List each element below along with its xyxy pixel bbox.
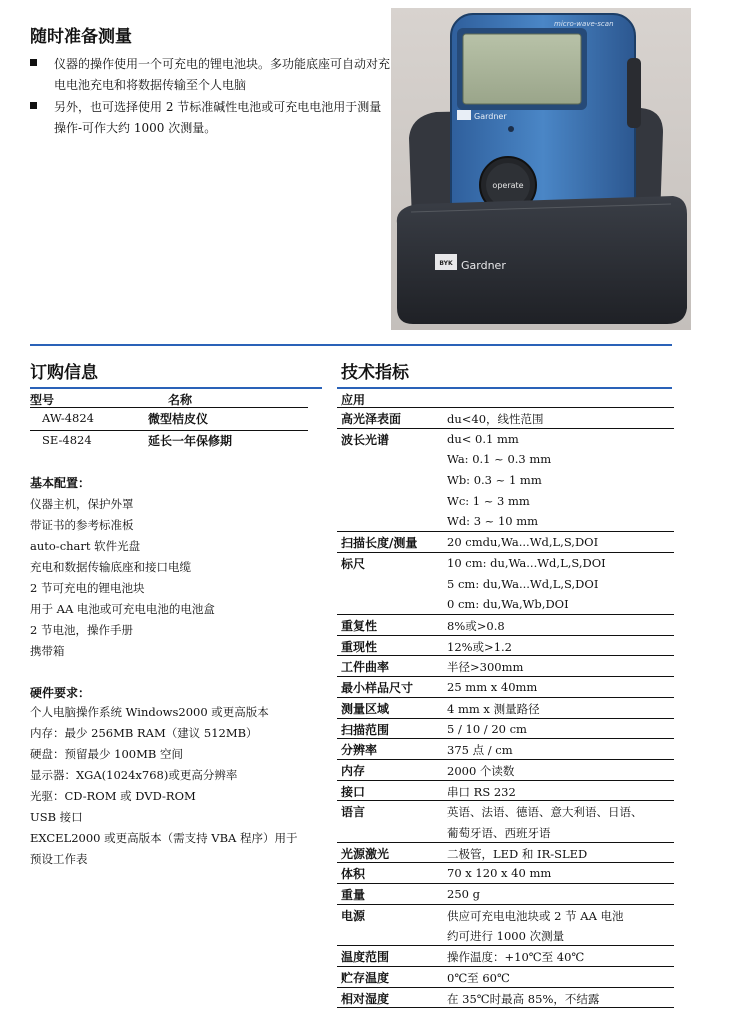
- spec-value: 在 35℃时最高 85%，不结露: [447, 991, 600, 1006]
- spec-row: [337, 532, 674, 553]
- spec-row: [337, 988, 674, 1009]
- order-name: 微型桔皮仪: [148, 412, 209, 426]
- spec-row: [337, 739, 674, 760]
- list-item: USB 接口: [30, 810, 83, 824]
- specs-title-rule: [337, 387, 672, 389]
- bullet-item: [30, 54, 390, 96]
- spec-value: 2000 个读数: [447, 763, 515, 778]
- order-model: AW-4824: [42, 411, 94, 425]
- order-model: SE-4824: [42, 433, 92, 447]
- spec-value: 10 cm: du,Wa...Wd,L,S,DOI: [447, 555, 606, 570]
- spec-row: [337, 905, 674, 946]
- spec-label: 重量: [341, 888, 366, 903]
- spec-row: [337, 967, 674, 988]
- spec-value: 半径>300mm: [447, 660, 524, 675]
- section-title-specs: 技术指标: [341, 363, 409, 383]
- spec-row: [337, 636, 674, 657]
- list-item: 带证书的参考标准板: [30, 518, 134, 532]
- spec-value: 0 cm: du,Wa,Wb,DOI: [447, 597, 569, 612]
- spec-row: [337, 863, 674, 884]
- device-logo-text: Gardner: [474, 112, 507, 121]
- specs-header: 应用: [341, 393, 366, 407]
- bullet-item: [30, 97, 390, 139]
- order-header-model: 型号: [30, 393, 55, 407]
- list-item: 2 节电池，操作手册: [30, 623, 133, 637]
- order-title-rule: [30, 387, 322, 389]
- list-item: EXCEL2000 或更高版本（需支持 VBA 程序）用于: [30, 831, 298, 845]
- list-item: auto-chart 软件光盘: [30, 539, 141, 553]
- basic-config-title: 基本配置：: [30, 476, 91, 490]
- spec-value: 8%或>0.8: [447, 619, 505, 633]
- spec-label: 体积: [341, 867, 366, 882]
- list-item: 预设工作表: [30, 852, 88, 866]
- spec-row: [337, 719, 674, 740]
- spec-row: [337, 801, 674, 842]
- list-item: 2 节可充电的锂电池块: [30, 581, 145, 595]
- spec-row: [337, 698, 674, 719]
- spec-label: 高光泽表面: [341, 412, 402, 426]
- table-row: [30, 432, 308, 452]
- spec-label: 接口: [341, 784, 366, 799]
- spec-label: 工件曲率: [341, 660, 390, 675]
- order-header-rule: [30, 407, 308, 408]
- spec-row: [337, 429, 674, 533]
- spec-label: 重现性: [341, 639, 378, 654]
- list-item: 用于 AA 电池或可充电电池的电池盒: [30, 602, 215, 616]
- spec-label: 相对湿度: [341, 991, 390, 1006]
- spec-value: Wb: 0.3 ~ 1 mm: [447, 473, 542, 488]
- spec-row-rule: [337, 1007, 674, 1008]
- spec-value: 4 mm x 测量路径: [447, 701, 540, 716]
- spec-value: Wd: 3 ~ 10 mm: [447, 514, 539, 529]
- spec-label: 测量区域: [341, 701, 390, 716]
- spec-row: [337, 656, 674, 677]
- spec-label: 贮存温度: [341, 970, 390, 985]
- spec-value: 5 cm: du,Wa...Wd,L,S,DOI: [447, 576, 599, 591]
- spec-label: 扫描范围: [341, 722, 390, 737]
- list-item: 携带箱: [30, 644, 65, 658]
- spec-value: 25 mm x 40mm: [447, 680, 538, 695]
- bullet-text: 另外，也可选择使用 2 节标准碱性电池或可充电电池用于测量操作-可作大约 1000 次测量。: [54, 100, 382, 135]
- spec-label: 分辨率: [341, 743, 378, 758]
- list-item: 显示器：XGA(1024x768)或更高分辨率: [30, 768, 238, 782]
- spec-value: 0℃至 60℃: [447, 970, 510, 985]
- spec-row: [337, 884, 674, 905]
- order-header-name: 名称: [168, 393, 193, 407]
- spec-value: 串口 RS 232: [447, 784, 516, 799]
- list-item: 仪器主机，保护外罩: [30, 497, 134, 511]
- spec-label: 标尺: [341, 556, 366, 571]
- spec-value: 操作温度：+10℃至 40℃: [447, 950, 585, 965]
- spec-row: [337, 781, 674, 802]
- spec-label: 语言: [341, 805, 366, 820]
- spec-value: Wa: 0.1 ~ 0.3 mm: [447, 452, 552, 467]
- spec-value: 葡萄牙语、西班牙语: [447, 825, 551, 840]
- spec-row: [337, 677, 674, 698]
- bullet-square-icon: [30, 59, 37, 66]
- spec-value: 约可进行 1000 次测量: [447, 929, 565, 944]
- order-name: 延长一年保修期: [148, 434, 233, 448]
- spec-value: du< 0.1 mm: [447, 431, 519, 446]
- spec-value: 二极管，LED 和 IR-SLED: [447, 846, 588, 861]
- spec-label: 光源激光: [341, 846, 390, 861]
- operate-button-label: operate: [492, 181, 524, 190]
- dock-logo-text: Gardner: [461, 259, 506, 272]
- device-illustration: [391, 8, 691, 330]
- order-row-rule: [30, 430, 308, 431]
- spec-row: [337, 843, 674, 864]
- device-brand-text: micro-wave-scan: [554, 20, 614, 28]
- list-item: 充电和数据传输底座和接口电缆: [30, 560, 191, 574]
- spec-label: 温度范围: [341, 950, 390, 965]
- spec-value: 12%或>1.2: [447, 639, 512, 654]
- hardware-title: 硬件要求：: [30, 686, 91, 700]
- spec-value: 250 g: [447, 887, 480, 902]
- spec-value: 5 / 10 / 20 cm: [447, 721, 527, 736]
- bullet-square-icon: [30, 102, 37, 109]
- spec-value: 70 x 120 x 40 mm: [447, 866, 552, 881]
- spec-value: 20 cmdu,Wa...Wd,L,S,DOI: [447, 535, 599, 550]
- spec-row: [337, 946, 674, 967]
- spec-value: du<40，线性范围: [447, 412, 544, 426]
- spec-label: 最小样品尺寸: [341, 681, 414, 696]
- list-item: 硬盘：预留最少 100MB 空间: [30, 747, 183, 761]
- spec-label: 内存: [341, 763, 366, 778]
- spec-row: [337, 615, 674, 636]
- spec-row: [337, 408, 674, 429]
- spec-label: 波长光谱: [341, 432, 390, 447]
- section-title-ready: 随时准备测量: [30, 27, 132, 47]
- divider-top: [30, 344, 672, 346]
- spec-label: 扫描长度/测量: [341, 536, 418, 551]
- bullet-text: 仪器的操作使用一个可充电的锂电池块。多功能底座可自动对充电电池充电和将数据传输至个人电脑: [54, 57, 391, 92]
- list-item: 光驱：CD-ROM 或 DVD-ROM: [30, 789, 196, 803]
- list-item: 个人电脑操作系统 Windows2000 或更高版本: [30, 705, 269, 719]
- spec-row: [337, 553, 674, 615]
- list-item: 内存：最少 256MB RAM（建议 512MB）: [30, 726, 258, 740]
- spec-value: Wc: 1 ~ 3 mm: [447, 493, 530, 508]
- section-title-order: 订购信息: [30, 363, 98, 383]
- spec-label: 重复性: [341, 619, 378, 633]
- product-photo: [391, 8, 691, 330]
- dock-badge-text: BYK: [439, 260, 453, 267]
- spec-value: 375 点 / cm: [447, 743, 513, 758]
- spec-value: 英语、法语、德语、意大利语、日语、: [447, 805, 643, 820]
- spec-label: 电源: [341, 908, 366, 923]
- table-row: [30, 410, 308, 430]
- spec-row: [337, 760, 674, 781]
- spec-value: 供应可充电电池块或 2 节 AA 电池: [447, 908, 624, 923]
